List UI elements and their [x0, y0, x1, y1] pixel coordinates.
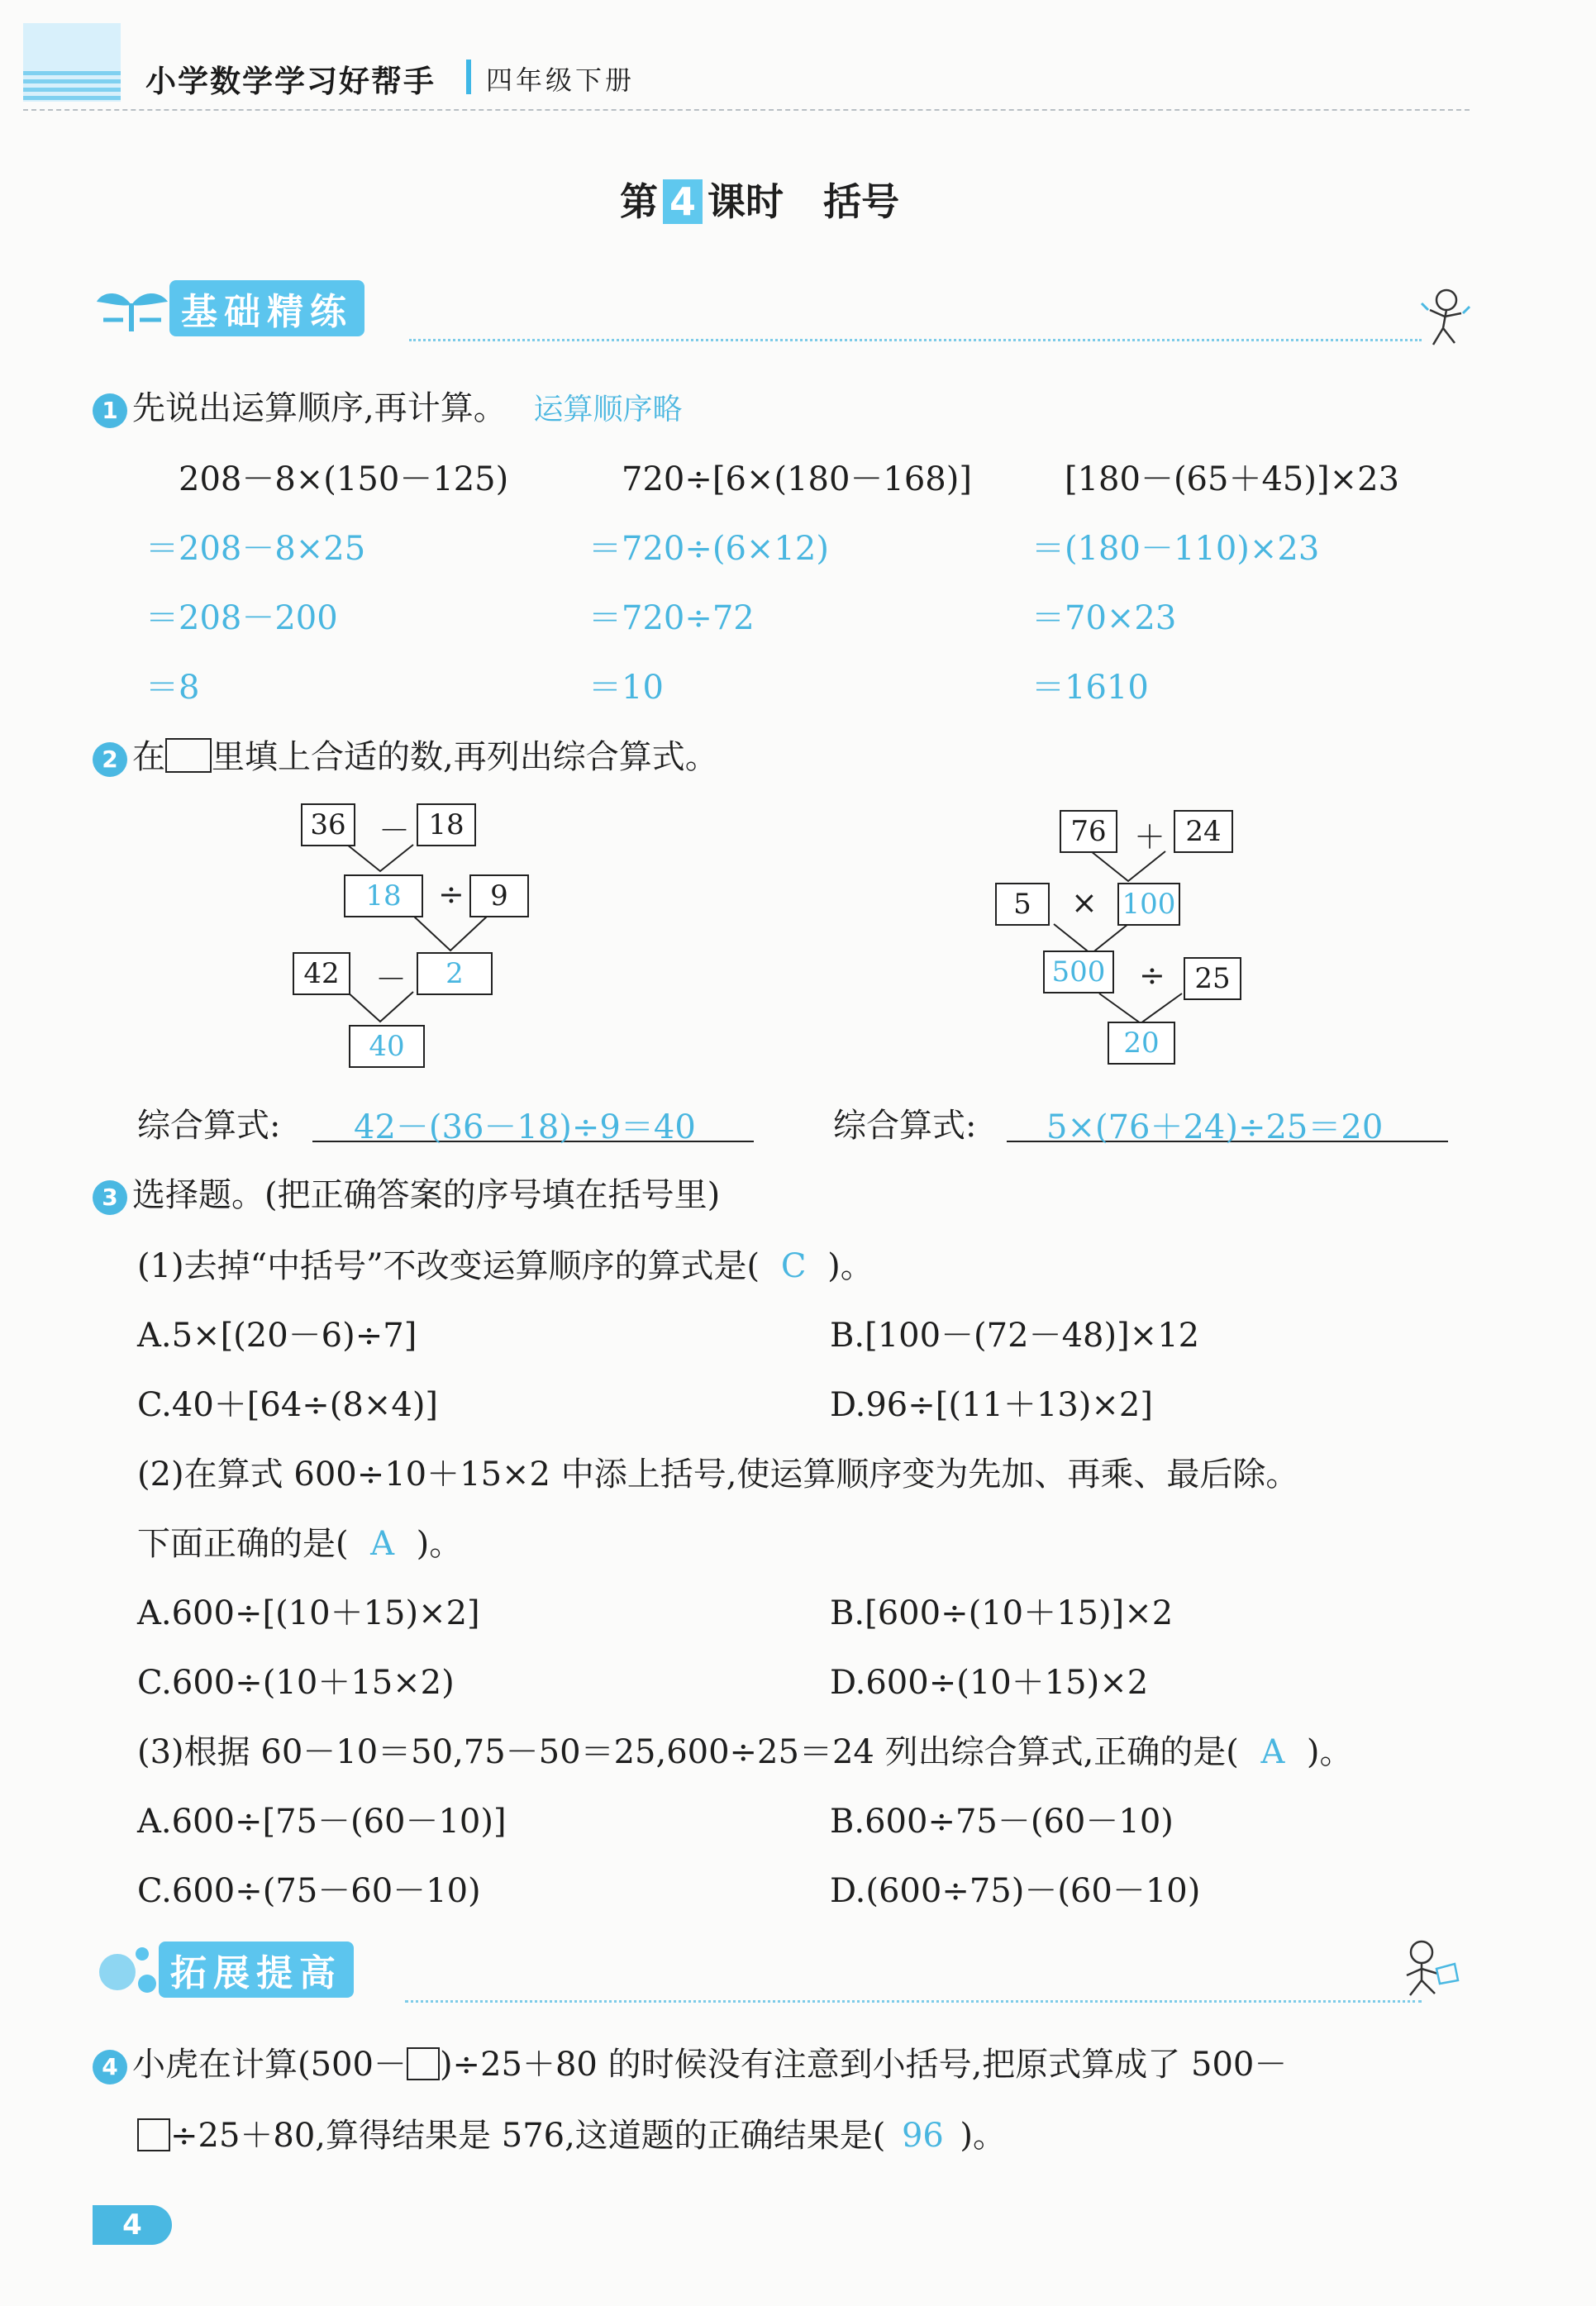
q2-number: 2 [93, 742, 127, 777]
q3-p1-option-c: C.40＋[64÷(8×4)] [137, 1386, 439, 1424]
q1-col3-expr: [180－(65＋45)]×23 [1065, 460, 1399, 498]
q3-p3-answer: A [1260, 1733, 1285, 1771]
tree-left-a: 36 [301, 803, 355, 846]
q4-line2 [137, 2109, 1006, 2156]
section-extend-label: 拓展提高 [159, 1942, 354, 1998]
series-title: 小学数学学习好帮手 [145, 64, 436, 99]
lesson-suffix: 课时 [707, 179, 784, 224]
q3-p2-after: )。 [416, 1525, 463, 1563]
q3-p3-before: (3)根据 60－10＝50,75－50＝25,600÷25＝24 列出综合算式,正确的是( [137, 1733, 1239, 1771]
q3-p1-option-a: A.5×[(20－6)÷7] [137, 1317, 417, 1355]
q3-p1-stem [137, 1240, 874, 1287]
tree-left-c[interactable]: 18 [344, 874, 423, 917]
q1-note: 运算顺序略 [533, 393, 683, 426]
q3-number: 3 [93, 1180, 127, 1215]
tree-right-f: 25 [1184, 957, 1241, 1000]
q1-col2-step2: ＝720÷72 [588, 599, 755, 637]
q1-text: 先说出运算顺序,再计算。 [132, 389, 507, 427]
tree-left-e: 42 [293, 952, 350, 995]
tree-right-d[interactable]: 100 [1117, 883, 1180, 926]
q1-col3-step1: ＝(180－110)×23 [1031, 530, 1320, 568]
section-extend-rule [405, 2000, 1422, 2003]
q2-text-before: 在 [132, 738, 165, 776]
tree-right-a: 76 [1060, 810, 1117, 853]
tree-left-g[interactable]: 40 [349, 1025, 425, 1068]
q3-p2-stem-line1: (2)在算式 600÷10＋15×2 中添上括号,使运算顺序变为先加、再乘、最后除。 [137, 1456, 1299, 1494]
tree-right-e[interactable]: 500 [1043, 951, 1114, 993]
q3-p1-option-b: B.[100－(72－48)]×12 [830, 1317, 1200, 1355]
q1-col3-step3: ＝1610 [1031, 669, 1149, 707]
q4-line1-a: 小虎在计算(500－ [132, 2046, 407, 2084]
q3-p2-stem [137, 1517, 462, 1565]
q3-p2-option-b: B.[600÷(10＋15)]×2 [830, 1594, 1174, 1632]
q2-formula-right: 5×(76＋24)÷25＝20 [1046, 1108, 1384, 1146]
tree-right-c: 5 [995, 883, 1050, 926]
section-basic-label: 基础精练 [169, 280, 364, 336]
q1-col2-step3: ＝10 [588, 669, 664, 707]
bubbles-icon [93, 1942, 159, 1997]
q2-formula-left: 42－(36－18)÷9＝40 [354, 1108, 696, 1146]
q3-p2-option-c: C.600÷(10＋15×2) [137, 1664, 455, 1702]
q3-p3-after: )。 [1306, 1733, 1353, 1771]
tree-left-d: 9 [469, 874, 529, 917]
q4-line1 [93, 2038, 1287, 2085]
tree-right-op1: ＋ [1134, 819, 1166, 855]
tree-right-op2: × [1071, 884, 1098, 921]
q3-text: 选择题。(把正确答案的序号填在括号里) [132, 1176, 721, 1214]
tree-left-b: 18 [417, 803, 476, 846]
section-extend [93, 1942, 354, 1997]
q3-prompt [93, 1169, 720, 1216]
tree-right-g[interactable]: 20 [1108, 1022, 1175, 1065]
q3-p1-answer: C [780, 1247, 807, 1285]
q3-p2-option-a: A.600÷[(10＋15)×2] [137, 1594, 480, 1632]
q3-p3-option-d: D.(600÷75)－(60－10) [830, 1872, 1201, 1910]
q2-formula-label-left: 综合算式: [137, 1107, 281, 1145]
q2-text-after: 里填上合适的数,再列出综合算式。 [212, 738, 718, 776]
tree-left-op2: ÷ [438, 876, 465, 912]
q1-col2-step1: ＝720÷(6×12) [588, 530, 829, 568]
q4-line2-a: ÷25＋80,算得结果是 576,这道题的正确结果是( [170, 2117, 886, 2155]
q3-p2-answer: A [370, 1525, 395, 1563]
q3-p3-option-b: B.600÷75－(60－10) [830, 1803, 1174, 1841]
q1-col2-expr: 720÷[6×(180－168)] [622, 460, 972, 498]
q3-p2-before: 下面正确的是( [137, 1525, 349, 1563]
tree-right-b: 24 [1174, 810, 1233, 853]
kid-reading-icon [1397, 1934, 1463, 2000]
q3-p1-after: )。 [827, 1247, 874, 1285]
tree-right-op3: ÷ [1139, 957, 1165, 993]
q4-line1-b: )÷25＋80 的时候没有注意到小括号,把原式算成了 500－ [439, 2046, 1288, 2084]
page-number: 4 [93, 2205, 172, 2245]
q4-number: 4 [93, 2050, 127, 2084]
lesson-prefix: 第 [620, 179, 658, 224]
q1-col1-expr: 208－8×(150－125) [179, 460, 509, 498]
tree-left-f[interactable]: 2 [417, 952, 493, 995]
q2-formula-label-right: 综合算式: [833, 1107, 977, 1145]
q1-number: 1 [93, 393, 127, 428]
q3-p3-stem [137, 1726, 1353, 1773]
lesson-topic: 括号 [823, 179, 900, 224]
tree-left-op3: － [375, 961, 407, 998]
q1-col1-step1: ＝208－8×25 [145, 530, 366, 568]
q4-blank-box-icon [407, 2047, 440, 2080]
q3-p3-option-c: C.600÷(75－60－10) [137, 1872, 481, 1910]
q3-p1-before: (1)去掉“中括号”不改变运算顺序的算式是( [137, 1247, 760, 1285]
q3-p3-option-a: A.600÷[75－(60－10)] [137, 1803, 507, 1841]
q1-col1-step3: ＝8 [145, 669, 200, 707]
grade-label: 四年级下册 [486, 64, 636, 96]
q1-col1-step2: ＝208－200 [145, 599, 338, 637]
q4-answer: 96 [901, 2117, 944, 2155]
lesson-number: 4 [663, 179, 703, 224]
q3-p2-option-d: D.600÷(10＋15)×2 [830, 1664, 1149, 1702]
q1-col3-step2: ＝70×23 [1031, 599, 1177, 637]
q4-line2-b: )。 [960, 2117, 1007, 2155]
tree-left-op1: － [379, 812, 411, 849]
q4-blank-box-icon-2 [137, 2118, 170, 2151]
q3-p1-option-d: D.96÷[(11＋13)×2] [830, 1386, 1153, 1424]
